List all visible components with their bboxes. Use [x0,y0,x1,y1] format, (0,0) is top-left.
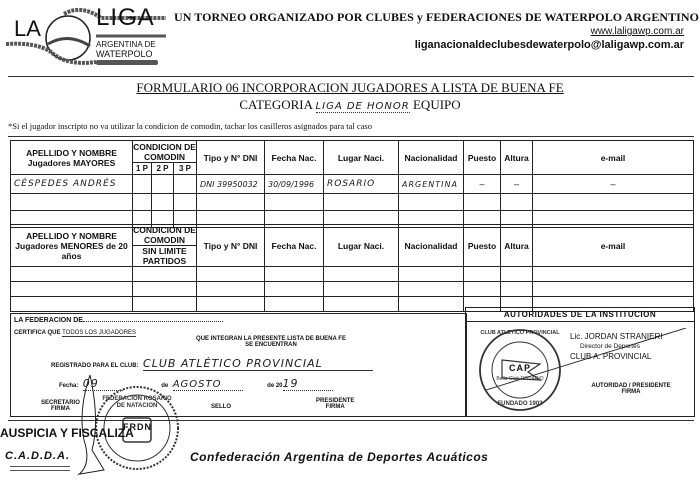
de-label: de [161,383,169,389]
secretary-signature [70,370,110,480]
cell-puesto[interactable] [464,267,501,282]
cadda-full-name: Confederación Argentina de Deportes Acuáticos [190,450,489,464]
header-puesto: Puesto [464,225,501,267]
club-stamp-text: CLUB ATLETICO PROVINCIAL [480,330,560,336]
header-apellido-nombre [11,141,133,175]
cell-dni[interactable] [197,282,265,297]
cell-fecha[interactable]: 30/09/1996 [265,175,324,194]
integran-text [161,336,381,348]
club-field[interactable]: CLUB ATLÉTICO PROVINCIAL [143,357,373,371]
cell-nacionalidad[interactable] [399,194,464,211]
cell-fecha[interactable] [265,297,324,312]
certifica-field[interactable]: TODOS LOS JUGADORES [62,330,137,336]
cell-name[interactable]: CÉSPEDES ANDRÉS [11,175,133,194]
cell-fecha[interactable] [265,267,324,282]
cell-lugar[interactable] [324,267,399,282]
presidente-label: PRESIDENTE [316,398,355,404]
header-nacionalidad: Nacionalidad [399,141,464,175]
header-comodin: CONDICION DE COMODIN [133,225,196,245]
club-stamp-founded: FUNDADO 1903 [497,401,543,407]
cell-dni[interactable] [197,194,265,211]
header-lugar: Lugar Naci. [324,225,399,267]
cell-nacionalidad[interactable]: ARGENTINA [399,175,464,194]
signer-role: Director de Deportes [580,343,640,350]
certifica-line [14,330,136,337]
header-comodin: CONDICION DE COMODIN [133,141,196,162]
cell-comodin[interactable] [133,297,197,312]
signer-name: Lic. JORDAN STRANIERI [570,332,663,341]
header-name-sub: Jugadores MENORES de 20 años [15,240,128,261]
cell-name[interactable] [11,194,133,211]
header-1p: 1 P [133,163,152,175]
lower-divider [8,420,694,421]
header-name-text: APELLIDO Y NOMBRE [26,147,117,158]
secretario-firma: FIRMA [50,406,70,412]
cell-1p[interactable] [133,194,152,211]
note-divider [8,136,694,137]
menores-table [10,224,694,312]
cell-name[interactable] [11,267,133,282]
authorities-block [465,307,695,417]
signer-block [570,332,662,362]
cell-fecha[interactable] [265,194,324,211]
header-nacionalidad: Nacionalidad [399,225,464,267]
federacion-line [14,317,223,324]
auspicia-label: AUSPICIA Y FISCALIZA [0,426,134,440]
header-3p: 3 P [174,163,197,175]
header-name-sub: Jugadores MAYORES [27,157,116,168]
cell-email[interactable] [533,194,694,211]
fecha-month-field[interactable]: AGOSTO [173,379,243,391]
equipo-label: EQUIPO [412,97,461,112]
cell-comodin[interactable] [133,267,197,282]
cell-nacionalidad[interactable] [399,267,464,282]
header-dni: Tipo y N° DNI [197,141,265,175]
categoria-field[interactable]: LIGA DE HONOR [315,101,410,112]
header-email: e-mail [533,225,694,267]
categoria-label: CATEGORIA [239,97,313,112]
certifica-label: CERTIFICA QUE [14,330,61,336]
cadda-acronym: C.A.D.D.A. [5,450,70,462]
cell-lugar[interactable]: ROSARIO [324,175,399,194]
integran-line-2: SE ENCUENTRAN [245,342,297,348]
header-puesto: Puesto [464,141,501,175]
cell-email[interactable]: – [533,175,694,194]
club-stamp-initials: CAP [508,363,531,373]
cell-dni[interactable] [197,297,265,312]
cell-dni[interactable]: DNI 39950032 [197,175,265,194]
sello-label: SELLO [211,404,232,410]
cell-altura[interactable]: – [501,175,533,194]
cell-2p[interactable] [152,175,174,194]
header-email: e-mail [533,141,694,175]
header-lugar: Lugar Naci. [324,141,399,175]
liga-logo [6,2,171,68]
cell-3p[interactable] [174,194,197,211]
contact-email[interactable]: liganacionaldeclubesdewaterpolo@laligawp.com.ar [414,39,684,51]
header-name-text: APELLIDO Y NOMBRE [26,230,117,241]
logo-subtitle-2: WATERPOLO [96,49,153,59]
header-tagline: UN TORNEO ORGANIZADO POR CLUBES y FEDERACIONES DE WATERPOLO ARGENTINO [174,10,699,24]
federacion-label: LA FEDERACION DE [14,317,83,324]
cell-lugar[interactable] [324,282,399,297]
header-dni: Tipo y N° DNI [197,225,265,267]
presidente-block [316,398,354,410]
cell-altura[interactable] [501,267,533,282]
integran-line-1: QUE INTEGRAN LA PRESENTE LISTA DE BUENA FE [196,336,346,342]
cell-lugar[interactable] [324,194,399,211]
cell-nacionalidad[interactable] [399,297,464,312]
cell-fecha[interactable] [265,282,324,297]
fecha-year-field[interactable]: 19 [283,377,333,391]
table-row [11,175,694,194]
cell-puesto[interactable] [464,194,501,211]
club-stamp-sub: Bello Club ROSARIO [496,376,544,382]
header-fecha: Fecha Nac. [265,225,324,267]
cell-puesto[interactable] [464,282,501,297]
fecha-day-field[interactable]: 09 [83,377,123,391]
header-2p: 2 P [152,163,174,175]
header-divider [8,76,694,77]
table-row [11,267,694,282]
table-row [11,282,694,297]
header-fecha: Fecha Nac. [265,141,324,175]
federation-stamp-text: FEDERACION ROSARIO DE NATACION [102,396,172,409]
cell-1p[interactable] [133,175,152,194]
logo-la: LA [14,16,41,41]
autoridad-firma: FIRMA [621,389,641,395]
cell-dni[interactable] [197,267,265,282]
cell-name[interactable] [11,297,133,312]
table-row [11,194,694,211]
header-altura: Altura [501,141,533,175]
header-altura: Altura [501,225,533,267]
header-sin-limite: SIN LIMITE PARTIDOS [133,246,197,267]
cell-nacionalidad[interactable] [399,282,464,297]
cell-email[interactable] [533,282,694,297]
form-title: FORMULARIO 06 INCORPORACION JUGADORES A LISTA DE BUENA FE [136,80,564,95]
autoridad-firma-block [576,383,686,395]
federacion-field[interactable] [83,321,223,322]
logo-liga: LIGA [96,4,155,31]
registrado-label: REGISTRADO PARA EL CLUB: [51,363,139,369]
cell-altura[interactable] [501,194,533,211]
cadda-logo-lines [10,466,70,471]
comodin-note: *Si el jugador inscripto no va utilizar la condicion de comodin, tachar los casilleros asignados para tal caso [8,121,372,131]
cell-3p[interactable] [174,175,197,194]
header-apellido-nombre [11,225,133,267]
authorities-title: AUTORIDADES DE LA INSTITUCION [466,308,694,322]
cell-lugar[interactable] [324,297,399,312]
cell-comodin[interactable] [133,282,197,297]
cell-email[interactable] [533,267,694,282]
website-link[interactable]: www.laligawp.com.ar [590,26,684,37]
de20-label: de 20 [267,383,283,389]
mayores-table [10,140,694,228]
fecha-label: Fecha: [59,383,79,389]
autoridad-label: AUTORIDAD / PRESIDENTE [591,383,671,389]
cell-altura[interactable] [501,282,533,297]
signer-club: CLUB A. PROVINCIAL [570,352,652,361]
categoria-line [0,97,700,113]
presidente-firma: FIRMA [325,404,345,410]
cell-2p[interactable] [152,194,174,211]
cell-puesto[interactable]: – [464,175,501,194]
logo-subtitle-1: ARGENTINA DE [96,40,156,49]
secretario-label: SECRETARIO [41,400,80,406]
cell-name[interactable] [11,282,133,297]
federation-stamp-initials: FRDN [123,422,152,432]
